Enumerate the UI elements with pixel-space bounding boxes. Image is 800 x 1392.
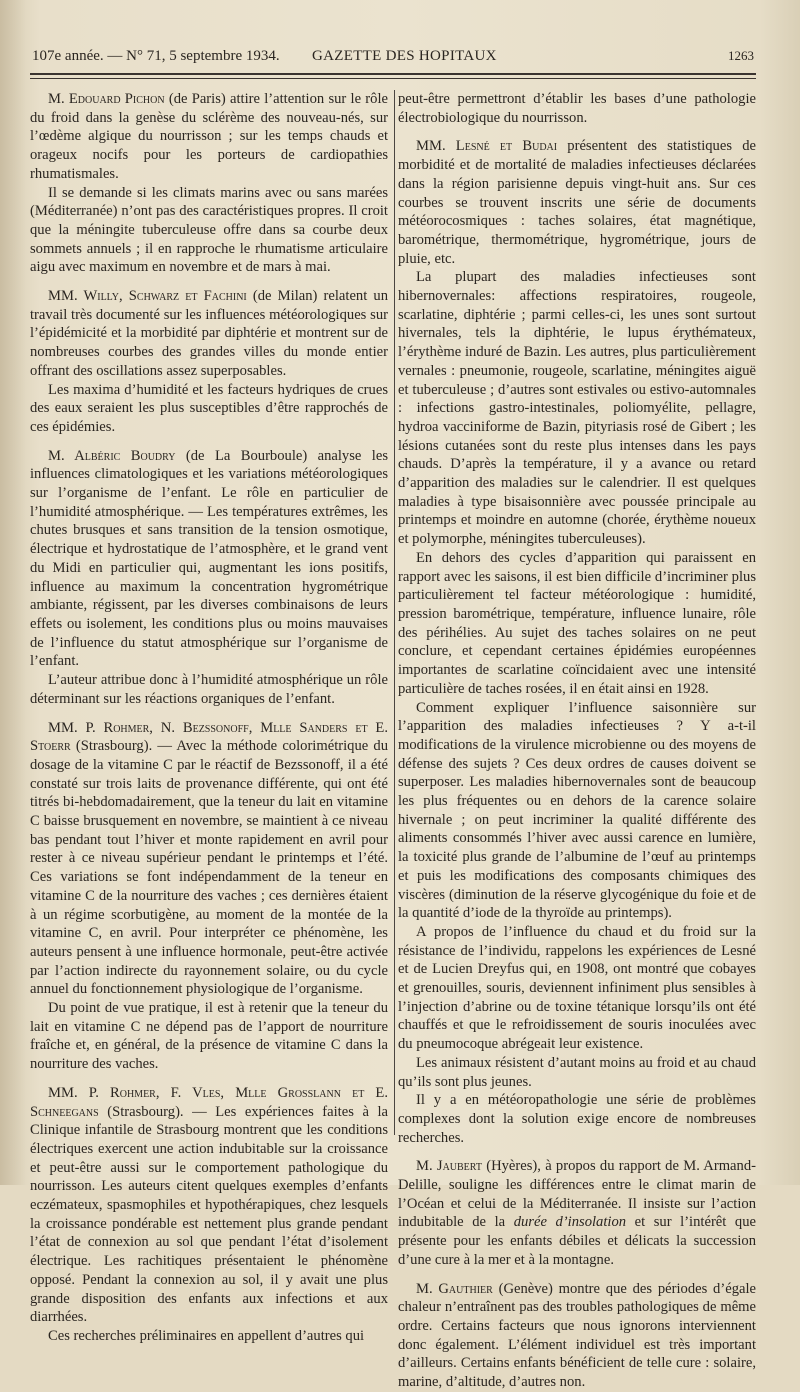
author-names: M. Albéric Boudry [48, 447, 176, 464]
author-names: M. Edouard Pichon [48, 91, 165, 107]
paragraph-text: La plupart des maladies infectieuses sont hibernovernales: affections respiratoires, rougeole, scarlatine, diphtérie ; parmi celles-ci, les unes sont surtout hivernales, tels la diphtérie, le lupus érythémateux, l’érythème induré de Bazin. Les autres, plus particulièrement vernales : pneumonie, rougeole, scarlatine, méningites aiguë et tuberculeuse ; d’autres sont estivales ou estivo-automnales : infections gastro-intestinales, poliomyélite, pellagre, hydroa vacciniforme de Bazin, pityriasis rosé de Gibert ; les lésions cutanées sont du reste plus intenses dans les pays chauds. D’après la température, il y a avance ou retard d’apparition des maladies sur le calendrier. Il est quelques maladies à type bisaisonnière avec poussée principale au printemps et moindre en automne (chorée, érythème noueux et polymorphe, méningites tuberculeuses). [398, 269, 756, 548]
paragraph-text: présentent des statistiques de morbidité et de mortalité de maladies infectieuses déclarées dans la région parisienne depuis vingt-huit ans. Sur ces courbes se trouvent inscrits une série de documents météorocosmiques : taches solaires, état magnétique, barométrique, thermométrique, hygrométrique, jours de pluie, etc. [398, 138, 756, 267]
paragraph-text: (Genève) montre que des périodes d’égale chaleur n’entraînent pas des troubles pathologiques de même ordre. Certains facteurs que nous ignorons interviennent donc également. L’élément individuel est très important d’ailleurs. Certains enfants bénéficient de telle cure : solaire, marine, d’altitude, d’autres non. [398, 1280, 756, 1391]
paragraph-text: L’auteur attribue donc à l’humidité atmosphérique un rôle déterminant sur les réactions organiques de l’enfant. [30, 672, 388, 707]
paragraph-text: (Strasbourg). — Les expériences faites à la Clinique infantile de Strasbourg montrent que les conditions électriques exercent une action indubitable sur la croissance et peut-être aussi sur le comportement pathologique du nourrisson. Les auteurs citent quelques exemples d’enfants eczémateux, spasmophiles et hypothérapiques, chez lesquels la croissance pondérable est nettement plus grande pendant l’état de connexion au sol que pendant l’état d’isolement électrique. Les rachitiques présentaient le phénomène opposé. Pendant la connexion au sol, il y avait une plus grande disposition des enfants aux infections et aux diarrhées. [30, 1103, 388, 1326]
page-header [32, 48, 754, 70]
paragraph-text: (Hyères), à propos du rapport de M. Armand-Delille, souligne les différences entre le climat marin de l’Océan et celui de la Méditerranée. Il insiste sur l’action indubitable de la [398, 1158, 756, 1231]
paragraph [398, 90, 756, 127]
paragraph [398, 699, 756, 923]
paragraph [398, 1280, 756, 1392]
page-number: 1263 [728, 48, 754, 63]
paragraph-text: A propos de l’influence du chaud et du froid sur la résistance de l’individu, rappelons les expériences de Lesné et de Lucien Dreyfus qui, en 1908, ont montré que cobayes et grenouilles, souris, deviennent infiniment plus sensibles à l’injection d’abrine ou de toxine tétanique lorsqu’ils ont été chauffés et que le refroidissement de souris inoculées avec du pneumocoque abrégeait leur existence. [398, 923, 756, 1053]
paragraph [398, 923, 756, 1054]
paragraph-text: (Strasbourg). — Avec la méthode colorimétrique du dosage de la vitamine C par le réactif de Bezssonoff, il a été constaté sur trois laits de provenance différente, qui ont été titrés bi-hebdomadairement, que la teneur du lait en vitamine C baisse brusquement en novembre, se maintient à ce niveau bas pendant tout l’hiver et monte rapidement en avril pour rester à ce niveau supérieur pendant le printemps et l’été. Ces variations se font indépendamment de la teneur en vitamine C de la nourriture des vaches ; ces dernières étaient à un régime scorbutigène, au moment de la montée de la vitamine C, en avril. Pour interpréter ce phénomène, les auteurs pensent à une influence hormonale, peut-être activée par l’action indirecte du rayonnement solaire, ou du cycle annuel du fonctionnement physiologique de l’organisme. [30, 738, 388, 998]
paragraph [30, 447, 388, 671]
paragraph [30, 381, 388, 437]
paragraph [398, 1091, 756, 1147]
paragraph-text: (de La Bourboule) analyse les influences climatologiques et les variations météorologiques sur l’organisme de l’enfant. Le rôle en particulier de l’humidité atmosphérique. — Les températures extrêmes, les chutes brusques et sans transition de la tension osmotique, électrique et hydrostatique de l’atmosphère, et le grand vent du Midi en particulier qui, augmentant les ions positifs, influence au maximum la concentration hygrométrique ambiante, régissent, par les diverses combinaisons de leurs effets ou isolement, les conditions plus ou moins mauvaises de l’influence du statut atmosphérique sur l’organisme de l’enfant. [30, 447, 388, 670]
paragraph-text: En dehors des cycles d’apparition qui paraissent en rapport avec les saisons, il est bien difficile d’incriminer plus particulièrement tel facteur météorologique : humidité, pression barométrique, température, influence lunaire, rôle des périhélies. Au sujet des taches solaires on ne peut conclure, et cependant certaines épidémies européennes importantes de scarlatine coïncidaient avec une intensité particulière de taches rosées, il en était ainsi en 1928. [398, 549, 756, 697]
paragraph-text: Il se demande si les climats marins avec ou sans marées (Méditerranée) n’ont pas des caractéristiques propres. Il croit que la méningite tuberculeuse offre dans sa courbe deux sommets annuels ; il en rapproche le rhumatisme articulaire aigu avec maximum en novembre et de mars à mai. [30, 184, 388, 276]
author-names: MM. Willy, Schwarz et Fachini [48, 288, 247, 305]
paragraph-text: Ces recherches préliminaires en appellent d’autres qui [48, 1328, 365, 1344]
paragraph [30, 1327, 388, 1346]
paragraph [398, 1157, 756, 1269]
issue-info: 107e année. — N° 71, 5 septembre 1934. [32, 48, 280, 64]
paragraph-text: Comment expliquer l’influence saisonnière sur l’apparition des maladies infectieuses ? Y a-t-il modifications de la virulence microbienne ou des moyens de défense des sujets ? Ces deux ordres de causes doivent se superposer. Les maladies hibernovernales sont de beaucoup les plus fréquentes ou en dehors de la carence solaire hivernale ; on peut incriminer la qualité différente des aliments consommés l’hiver avec aussi carence en lumière, la toxicité plus grande de l’albumine de l’œuf au printemps et puis les modifications des composants chimiques des viscères (diminution de la réserve glycogénique du foie et de la quantité d’iode de la thyroïde au printemps). [398, 699, 756, 922]
page-edge-shadow [0, 0, 26, 1185]
journal-title: GAZETTE DES HOPITAUX [312, 48, 497, 64]
paragraph-text: Il y a en météoropathologie une série de problèmes complexes dont la solution exige encore de nombreuses recherches. [398, 1092, 756, 1146]
paragraph [30, 671, 388, 708]
paragraph-text: Les animaux résistent d’autant moins au froid et au chaud qu’ils sont plus jeunes. [398, 1054, 756, 1090]
paragraph-text: peut-être permettront d’établir les bases d’une pathologie électrobiologique du nourrisson. [398, 91, 756, 126]
italic-term: durée d’insolation [513, 1214, 627, 1231]
paragraph-text: Du point de vue pratique, il est à retenir que la teneur du lait en vitamine C ne dépend pas de l’apport de nourriture fraîche et, en général, de la présence de vitamine C dans la nourriture des vaches. [30, 1000, 388, 1073]
paragraph [30, 719, 388, 1000]
paragraph [30, 287, 388, 381]
paragraph-text: Les maxima d’humidité et les facteurs hydriques de crues des eaux seraient les plus susceptibles d’être rapprochés de ces épidémies. [30, 381, 388, 435]
author-names: M. Gauthier [416, 1280, 493, 1297]
author-names: MM. P. Rohmer, N. Bezssonoff, Mlle Sanders et E. Stoerr [30, 719, 388, 755]
paragraph [398, 137, 756, 268]
paragraph [30, 999, 388, 1074]
paragraph [398, 1054, 756, 1091]
paragraph [30, 1084, 388, 1327]
column-divider [394, 90, 395, 1135]
right-column [398, 90, 756, 1392]
paragraph [30, 90, 388, 184]
paragraph [398, 268, 756, 549]
author-names: MM. Lesné et Budai [416, 138, 558, 155]
header-rule-thick [30, 73, 756, 75]
left-column [30, 90, 388, 1346]
paragraph [30, 184, 388, 278]
paragraph [398, 549, 756, 699]
paragraph-text: et sur l’intérêt que présente pour les enfants débiles et délicats la succession d’une cure à la mer et à la montagne. [398, 1214, 756, 1268]
paragraph-text: (de Milan) relatent un travail très documenté sur les influences météorologiques sur l’épidémicité et la morbidité par diphtérie et montrent sur de nombreuses courbes des grandes villes du monde entier offrant des oscillations assez superposables. [30, 288, 388, 379]
author-names: MM. P. Rohmer, F. Vles, Mlle Grosslann et E. Schneegans [30, 1084, 388, 1120]
paragraph-text: (de Paris) attire l’attention sur le rôle du froid dans la genèse du sclérème des nouveau-nés, sur l’œdème algique du nourrisson ; sur les temps chauds et orageux nocifs pour les porteurs de cardiopathies rhumatismales. [30, 91, 388, 182]
author-names: M. Jaubert [416, 1158, 482, 1175]
header-rule-thin [30, 78, 756, 79]
